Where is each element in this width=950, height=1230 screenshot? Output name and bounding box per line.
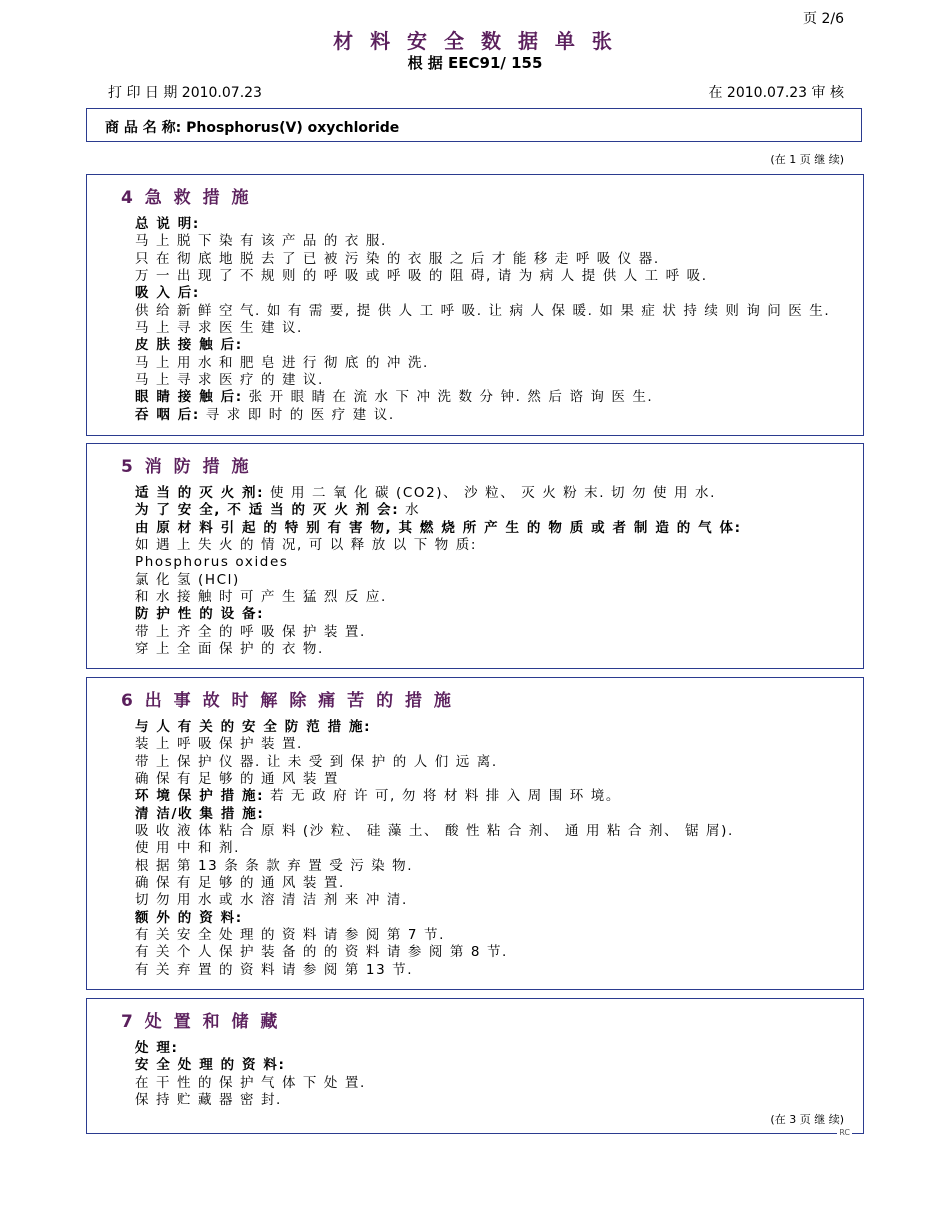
text-line [135,572,853,589]
text-line [135,554,853,571]
text-line [135,233,853,250]
line-label: 眼 睛 接 触 后: [135,389,243,406]
section-body [135,485,853,658]
section-title: 6 出 事 故 时 解 除 痛 苦 的 措 施 [121,691,454,711]
text-line [135,875,853,892]
line-text: 供 给 新 鲜 空 气. 如 有 需 要, 提 供 人 工 呼 吸. 让 病 人 保 暖. 如 果 症 状 持 续 则 询 问 医 生. [135,302,831,319]
text-line [135,537,853,554]
document-title: 材 料 安 全 数 据 单 张 [333,29,617,53]
line-label: 吸 入 后: [135,285,200,302]
text-line [135,337,853,354]
text-line [135,285,853,302]
text-line [135,962,853,979]
line-label: 处 理: [135,1040,179,1056]
text-line [135,1092,853,1109]
line-label: 环 境 保 护 措 施: [135,788,265,805]
line-label: 与 人 有 关 的 安 全 防 范 措 施: [135,719,372,735]
text-line [135,389,853,406]
line-label: 皮 肤 接 触 后: [135,337,243,354]
text-line [135,485,853,502]
text-line [135,823,853,840]
line-label: 清 洁/收 集 措 施: [135,805,265,822]
section-accidental-release [86,677,864,990]
line-label: 总 说 明: [135,216,200,232]
line-text: 张 开 眼 睛 在 流 水 下 冲 洗 数 分 钟. 然 后 谘 询 医 生. [242,389,654,406]
line-text: 保 持 贮 藏 器 密 封. [135,1092,282,1109]
line-text: 切 勿 用 水 或 水 溶 清 洁 剂 来 冲 清. [135,892,408,909]
text-line [135,251,853,268]
line-text: 根 据 第 13 条 条 款 弃 置 受 污 染 物. [135,857,414,874]
line-text: 使 用 二 氧 化 碳 (CO2)、 沙 粒、 灭 火 粉 末. 切 勿 使 用 水. [264,485,717,501]
line-text: 寻 求 即 时 的 医 疗 建 议. [199,406,395,423]
line-text: 有 关 弃 置 的 资 料 请 参 阅 第 13 节. [135,961,414,978]
document-subtitle: 根 据 EEC91/ 155 [407,54,543,72]
text-line [135,520,853,537]
line-text: Phosphorus oxides [135,554,289,571]
text-line [135,216,853,233]
line-text: 如 遇 上 失 火 的 情 况, 可 以 释 放 以 下 物 质: [135,537,478,554]
section-title: 5 消 防 措 施 [121,457,252,477]
continued-to-note: (在 3 页 继 续) [770,1113,844,1126]
text-line [135,892,853,909]
text-line [135,858,853,875]
line-label: 由 原 材 料 引 起 的 特 别 有 害 物, 其 燃 烧 所 产 生 的 物 质 或 者 制 造 的 气 体: [135,519,742,536]
continued-from-note: (在 1 页 继 续) [770,153,844,166]
line-text: 若 无 政 府 许 可, 勿 将 材 料 排 入 周 围 环 境。 [264,788,621,805]
line-text: 使 用 中 和 剂. [135,840,240,857]
text-line [135,355,853,372]
text-line [135,1075,853,1092]
section-fire-fighting [86,443,864,669]
line-text: 万 一 出 现 了 不 规 则 的 呼 吸 或 呼 吸 的 阻 碍, 请 为 病 人 提 供 人 工 呼 吸. [135,268,708,285]
text-line [135,407,853,424]
footer-mark: RC [839,1128,850,1137]
text-line [135,372,853,389]
section-body [135,719,853,979]
line-text: 马 上 用 水 和 肥 皂 进 行 彻 底 的 冲 洗. [135,354,429,371]
line-text: 装 上 呼 吸 保 护 装 置. [135,736,303,753]
line-label: 防 护 性 的 设 备: [135,606,265,623]
text-line [135,589,853,606]
section-first-aid [86,174,864,436]
text-line [135,1040,853,1057]
text-line [135,788,853,805]
line-text: 马 上 寻 求 医 生 建 议. [135,320,303,337]
text-line [135,719,853,736]
section-body [135,1040,853,1109]
text-line [135,806,853,823]
line-text: 确 保 有 足 够 的 通 风 装 置 [135,771,340,788]
line-label: 额 外 的 资 料: [135,909,243,926]
text-line [135,1057,853,1074]
text-line [135,927,853,944]
section-title: 4 急 救 措 施 [121,188,252,208]
line-text: 马 上 脱 下 染 有 该 产 品 的 衣 服. [135,233,387,250]
line-text: 氯 化 氢 (HCl) [135,571,240,588]
text-line [135,910,853,927]
line-text: 有 关 安 全 处 理 的 资 料 请 参 阅 第 7 节. [135,927,445,944]
product-name: 商 品 名 称: Phosphorus(V) oxychloride [105,120,400,136]
line-label: 适 当 的 灭 火 剂: [135,485,265,501]
text-line [135,606,853,623]
section-title: 7 处 置 和 储 藏 [121,1012,281,1032]
text-line [135,320,853,337]
text-line [135,624,853,641]
text-line [135,840,853,857]
text-line [135,303,853,320]
line-label: 安 全 处 理 的 资 料: [135,1057,286,1074]
print-date: 打 印 日 期 2010.07.23 [108,85,262,101]
line-text: 确 保 有 足 够 的 通 风 装 置. [135,875,345,892]
text-line [135,771,853,788]
line-text: 只 在 彻 底 地 脱 去 了 已 被 污 染 的 衣 服 之 后 才 能 移 走 呼 吸 仪 器. [135,250,660,267]
line-text: 带 上 齐 全 的 呼 吸 保 护 装 置. [135,623,366,640]
line-text: 在 干 性 的 保 护 气 体 下 处 置. [135,1074,366,1091]
line-text: 带 上 保 护 仪 器. 让 未 受 到 保 护 的 人 们 远 离. [135,753,498,770]
line-text: 和 水 接 触 时 可 产 生 猛 烈 反 应. [135,589,387,606]
line-text: 有 关 个 人 保 护 装 备 的 的 资 料 请 参 阅 第 8 节. [135,944,508,961]
line-text: 马 上 寻 求 医 疗 的 建 议. [135,372,324,389]
text-line [135,641,853,658]
line-text: 穿 上 全 面 保 护 的 衣 物. [135,641,324,658]
line-text: 水 [399,502,421,519]
line-text: 吸 收 液 体 粘 合 原 料 (沙 粒、 硅 藻 土、 酸 性 粘 合 剂、 通 用 粘 合 剂、 锯 屑). [135,823,734,840]
text-line [135,502,853,519]
section-handling-storage [86,998,864,1134]
review-date: 在 2010.07.23 审 核 [708,85,844,101]
text-line [135,944,853,961]
line-label: 为 了 安 全, 不 适 当 的 灭 火 剂 会: [135,502,400,519]
line-label: 吞 咽 后: [135,406,200,423]
product-name-box [86,108,862,142]
page-number: 页 2/6 [803,11,844,27]
section-body [135,216,853,424]
text-line [135,754,853,771]
text-line [135,736,853,753]
text-line [135,268,853,285]
